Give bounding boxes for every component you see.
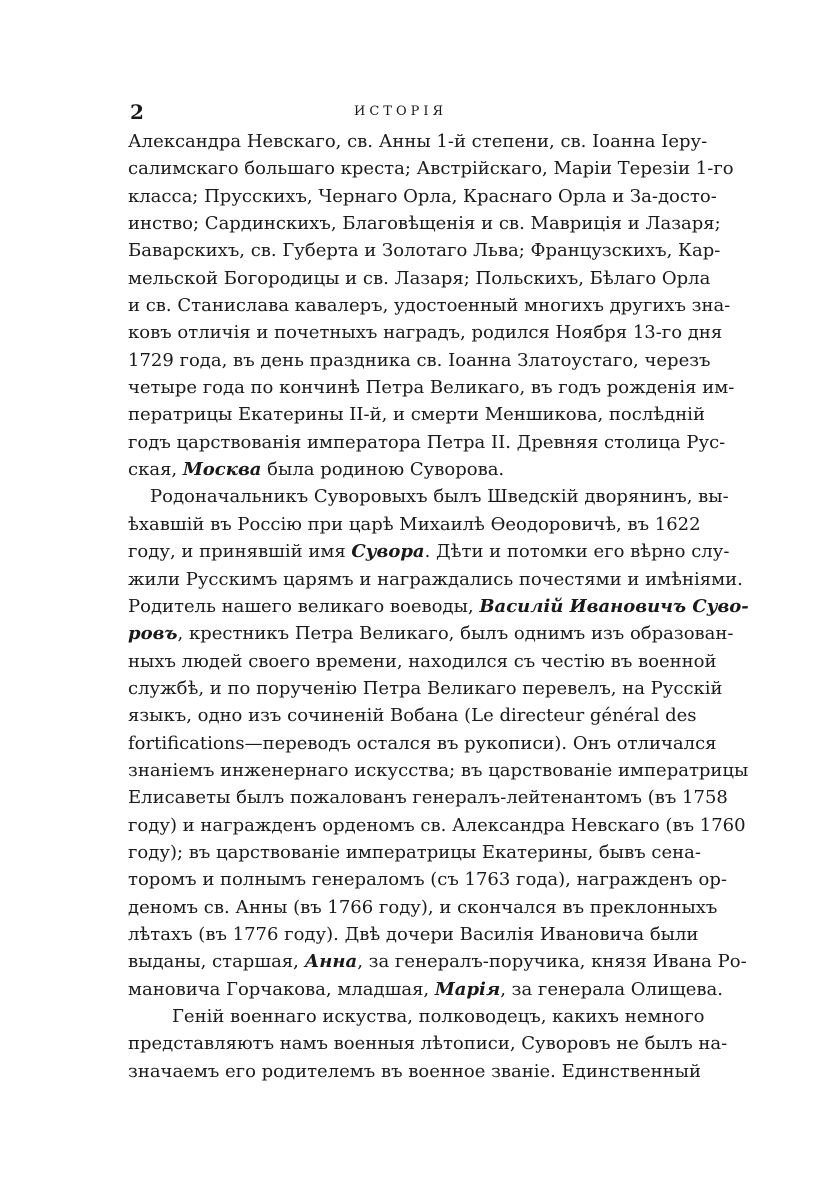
text-line: торомъ и полнымъ генераломъ (съ 1763 года), награжденъ ор-: [128, 869, 727, 891]
emphasis-vasily: Василій Ивановичъ Суво-: [479, 595, 749, 617]
text-line: Александра Невскаго, св. Анны 1-й степени, св. Іоанна Іеру-: [128, 131, 708, 152]
text-line: году) и награжденъ орденомъ св. Александра Невскаго (въ 1760: [128, 814, 746, 836]
paragraph-3: [128, 1003, 728, 1085]
emphasis-suvor: Сувора: [351, 541, 425, 563]
text-line: [128, 538, 730, 565]
text-line: ператрицы Екатерины II-й, и смерти Меншикова, послѣдній: [128, 404, 705, 426]
text-line: деномъ св. Анны (въ 1766 году), и скончался въ преклонныхъ: [128, 896, 718, 918]
text-line: инство; Сардинскихъ, Благовѣщенія и св. Маврицiя и Лазаря;: [128, 213, 721, 235]
text-line: мельской Богородицы и св. Лазаря; Польскихъ, Бѣлаго Орла: [128, 267, 711, 289]
paragraph-2: [128, 483, 749, 1003]
text-line: салимскаго большаго креста; Австрійскаго, Маріи Терезіи 1-го: [128, 158, 734, 180]
text-line: языкъ, одно изъ сочиненій Вобана (Le directeur général des: [128, 705, 697, 727]
text-line: [128, 593, 749, 620]
text-line: представляютъ намъ военныя лѣтописи, Суворовъ не былъ на-: [128, 1033, 728, 1055]
emphasis-anna: Анна: [304, 951, 358, 973]
text-line: Геній военнаго искуства, полководецъ, какихъ немного: [172, 1006, 705, 1027]
text-line: [128, 456, 673, 483]
text-run: выданы, старшая,: [128, 951, 305, 973]
text-line: Баварскихъ, св. Губерта и Золотаго Льва; Французскихъ, Кар-: [128, 240, 721, 262]
text-line: класса; Прусскихъ, Чернаго Орла, Краснаго Орла и За-досто-: [128, 185, 717, 207]
text-line: знаніемъ инженернаго искусства; въ царствованіе императрицы: [128, 759, 749, 781]
text-line: [128, 948, 747, 975]
text-run: . Дѣти и потомки его вѣрно слу-: [424, 541, 730, 563]
text-line: Елисаветы былъ пожалованъ генералъ-лейтенантомъ (въ 1758: [128, 787, 728, 809]
text-run: , крестникъ Петра Великаго, былъ однимъ изъ образован-: [177, 623, 734, 645]
text-line: службѣ, и по порученію Петра Великаго перевелъ, на Русскій: [128, 677, 723, 699]
text-line: 1729 года, въ день праздника св. Іоанна Златоустаго, черезъ: [128, 349, 711, 371]
text-line: ковъ отличія и почетныхъ наградъ, родился Ноября 13-го дня: [128, 322, 723, 344]
text-line: fortifications—переводъ остался въ рукописи). Онъ отличался: [128, 732, 717, 754]
text-line: году); въ царствованіе императрицы Екатерины, бывъ сена-: [128, 841, 701, 863]
running-head: [128, 96, 673, 126]
text-line: значаемъ его родителемъ въ военное званіе. Единственный: [128, 1060, 701, 1082]
text-line: ныхъ людей своего времени, находился съ честію въ военной: [128, 650, 717, 672]
text-run: Родитель нашего великаго воеводы,: [128, 595, 480, 617]
text-line: годъ царствованія императора Петра II. Древняя столица Рус-: [128, 431, 726, 453]
text-line: [128, 620, 734, 647]
text-run: ская,: [128, 459, 183, 481]
text-run: , за генерала Олищева.: [500, 978, 723, 1000]
text-line: [128, 976, 723, 1003]
emphasis-moskva: Москва: [182, 459, 262, 481]
page-number: 2: [130, 100, 144, 124]
book-page: [128, 96, 749, 1085]
emphasis-rov: ровъ: [128, 623, 178, 645]
text-line: жили Русскимъ царямъ и награждались почестями и имѣніями.: [128, 568, 743, 590]
text-line: Родоначальникъ Суворовыхъ былъ Шведскій дворянинъ, вы-: [150, 486, 729, 508]
text-run: году, и принявшій имя: [128, 541, 352, 563]
text-line: ѣхавшій въ Россію при царѣ Михаилѣ Ѳеодоровичѣ, въ 1622: [128, 513, 701, 535]
emphasis-maria: Марія: [434, 978, 501, 1000]
text-run: была родиною Суворова.: [261, 459, 505, 481]
text-run: , за генералъ-поручика, князя Ивана Ро-: [357, 951, 747, 973]
paragraph-1: [128, 128, 735, 483]
text-line: четыре года по кончинѣ Петра Великаго, въ годъ рожденія им-: [128, 377, 735, 399]
text-run: мановича Горчакова, младшая,: [128, 978, 435, 1000]
text-line: и св. Станислава кавалеръ, удостоенный многихъ другихъ зна-: [128, 295, 731, 317]
text-line: лѣтахъ (въ 1776 году). Двѣ дочери Василія Ивановича были: [128, 923, 699, 945]
running-title: ИСТОРІЯ: [354, 104, 447, 119]
